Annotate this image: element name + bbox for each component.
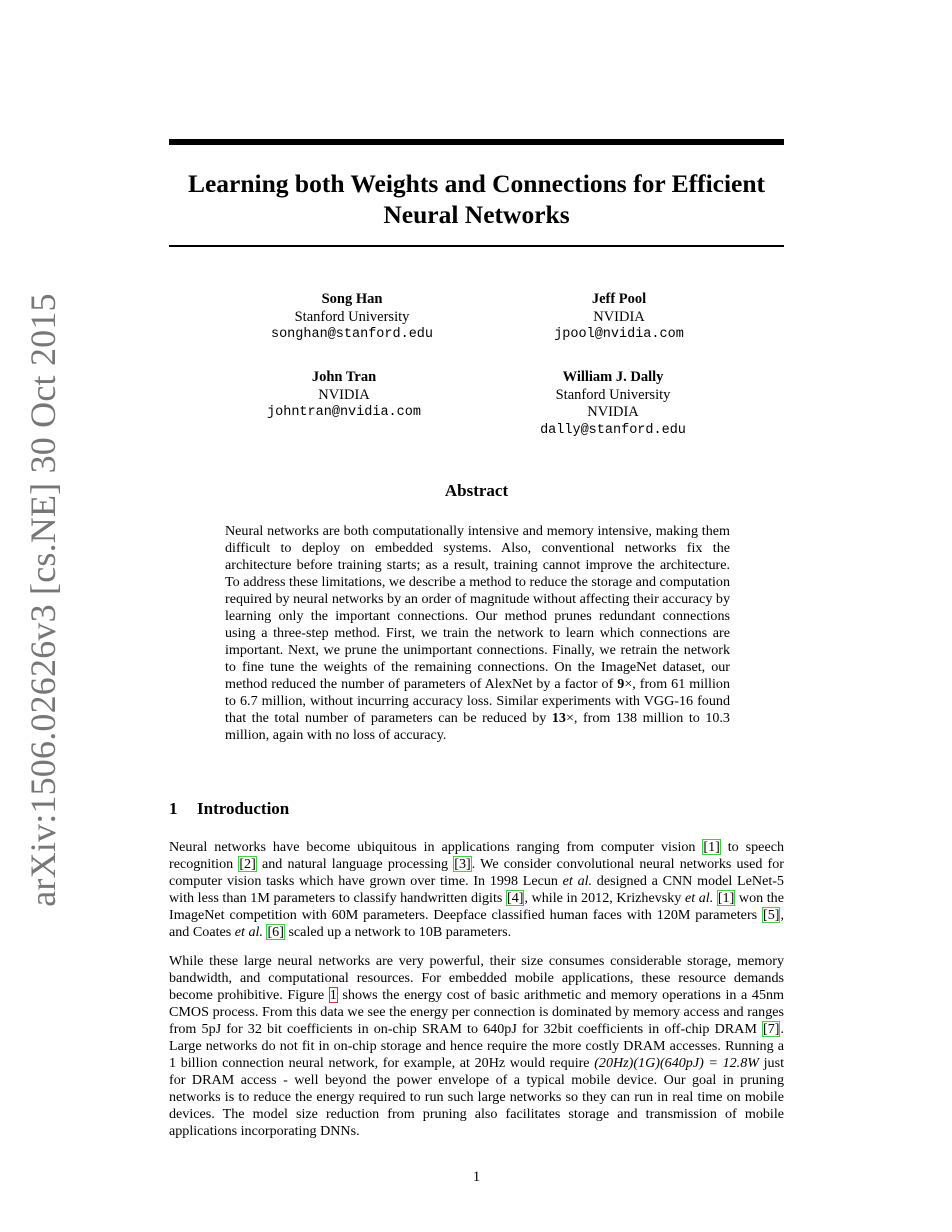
inline-math: (20Hz)(1G)(640pJ) = 12.8W <box>594 1055 759 1071</box>
author-email[interactable]: johntran@nvidia.com <box>267 405 421 420</box>
paragraph-text: won the ImageNet competition with 60M parameters. Deepface classified human faces with 120M parameters <box>169 890 784 923</box>
abstract-factor: 13 <box>551 710 566 726</box>
abstract-factor: 9 <box>617 676 625 692</box>
paragraph-text: , while in 2012, Krizhevsky <box>524 890 685 906</box>
section-heading <box>169 799 289 819</box>
abstract-text: ×, from 61 million to 6.7 million, without incurring accuracy loss. Similar experiments with VGG-16 found that the total number of parameters can be reduced by <box>225 676 730 726</box>
citation-link[interactable]: [2] <box>239 856 256 872</box>
author-affiliation: Stanford University <box>294 308 410 325</box>
author-email[interactable]: jpool@nvidia.com <box>554 327 684 342</box>
section-number: 1 <box>169 799 178 818</box>
author-name: William J. Dally <box>562 369 664 385</box>
author-name: John Tran <box>311 369 377 385</box>
paragraph-text: , and Coates <box>169 907 784 940</box>
citation-link[interactable]: [3] <box>454 856 471 872</box>
author-block-song-han <box>222 291 482 344</box>
figure-reference-link[interactable]: 1 <box>329 987 337 1003</box>
paper-title <box>169 168 784 230</box>
author-name: Song Han <box>321 291 383 307</box>
author-name: Jeff Pool <box>591 291 647 307</box>
page-number: 1 <box>472 1169 481 1185</box>
paragraph-text: . We consider convolutional neural networks used for computer vision tasks which have grown over time. In 1998 Lecun <box>169 856 784 889</box>
author-affiliation: NVIDIA <box>318 386 370 403</box>
citation-link[interactable]: [7] <box>763 1021 780 1037</box>
arxiv-side-stamp <box>22 293 64 907</box>
citation-link[interactable]: [1] <box>703 839 720 855</box>
title-line-2: Neural Networks <box>383 200 570 229</box>
title-bottom-rule <box>169 245 784 247</box>
intro-paragraph-2 <box>169 953 784 1140</box>
paragraph-text: shows the energy cost of basic arithmetic and memory operations in a 45nm CMOS process. From this data we see the energy per connection is dominated by memory access and ranges from 5pJ for 32 bit coefficients in on-chip SRAM to 640pJ for 32bit coefficients in off-chip DRAM <box>169 987 785 1037</box>
emphasis-text: et al. <box>562 873 593 889</box>
citation-link[interactable]: [4] <box>507 890 524 906</box>
author-email[interactable]: songhan@stanford.edu <box>270 327 434 342</box>
author-affiliation-2: NVIDIA <box>587 404 639 420</box>
author-block-john-tran <box>214 369 474 422</box>
paragraph-text: Neural networks have become ubiquitous in applications ranging from computer vision <box>169 839 703 855</box>
abstract-text: Neural networks are both computationally intensive and memory intensive, making them difficult to deploy on embedded systems. Also, conventional networks fix the architecture before training starts; as a result, training cannot improve the architecture. To address these limitations, we describe a method to reduce the storage and computation required by neural networks by an order of magnitude without affecting their accuracy by learning only the important connections. Our method prunes redundant connections using a three-step method. First, we train the network to learn which connections are important. Next, we prune the unimportant connections. Finally, we retrain the network to fine tune the weights of the remaining connections. On the ImageNet dataset, our method reduced the number of parameters of AlexNet by a factor of <box>225 523 730 692</box>
paragraph-text: to speech recognition <box>169 839 784 872</box>
author-block-jeff-pool <box>489 291 749 344</box>
emphasis-text: et al. <box>684 890 714 906</box>
author-email[interactable]: dally@stanford.edu <box>540 422 686 438</box>
citation-link[interactable]: [5] <box>763 907 780 923</box>
paragraph-text: just for DRAM access - well beyond the power envelope of a typical mobile device. Our goal in pruning networks is to reduce the energy required to run such large networks so they can run in real time on mobile devices. The model size reduction from pruning also facilitates storage and transmission of mobile applications incorporating DNNs. <box>169 1055 785 1139</box>
title-top-rule <box>169 139 784 145</box>
author-affiliation: Stanford University <box>555 386 671 403</box>
intro-paragraph-1 <box>169 839 784 941</box>
author-affiliation: NVIDIA <box>593 308 645 325</box>
paragraph-text: scaled up a network to 10B parameters. <box>284 924 512 940</box>
abstract-text: ×, from 138 million to 10.3 million, again with no loss of accuracy. <box>225 710 730 743</box>
paragraph-text: . Large networks do not fit in on-chip storage and hence require the more costly DRAM accesses. Running a 1 billion connection neural network, for example, at 20Hz would require <box>169 1021 784 1071</box>
emphasis-text: et al. <box>234 924 263 940</box>
paragraph-text: designed a CNN model LeNet-5 with less than 1M parameters to classify handwritten digits <box>169 873 784 906</box>
paragraph-text: While these large neural networks are very powerful, their size consumes considerable storage, memory bandwidth, and computational resources. For embedded mobile applications, these resource demands become prohibitive. Figure <box>169 953 784 1003</box>
abstract-body <box>225 523 730 744</box>
title-line-1: Learning both Weights and Connections for Efficient <box>187 169 766 198</box>
abstract-heading: Abstract <box>444 481 509 500</box>
arxiv-identifier: arXiv:1506.02626v3 [cs.NE] 30 Oct 2015 <box>23 293 63 907</box>
citation-link[interactable]: [1] <box>717 890 735 906</box>
paragraph-text: and natural language processing <box>256 856 454 872</box>
citation-link[interactable]: [6] <box>267 924 284 940</box>
section-title: Introduction <box>197 799 290 818</box>
author-block-william-dally <box>483 369 743 439</box>
